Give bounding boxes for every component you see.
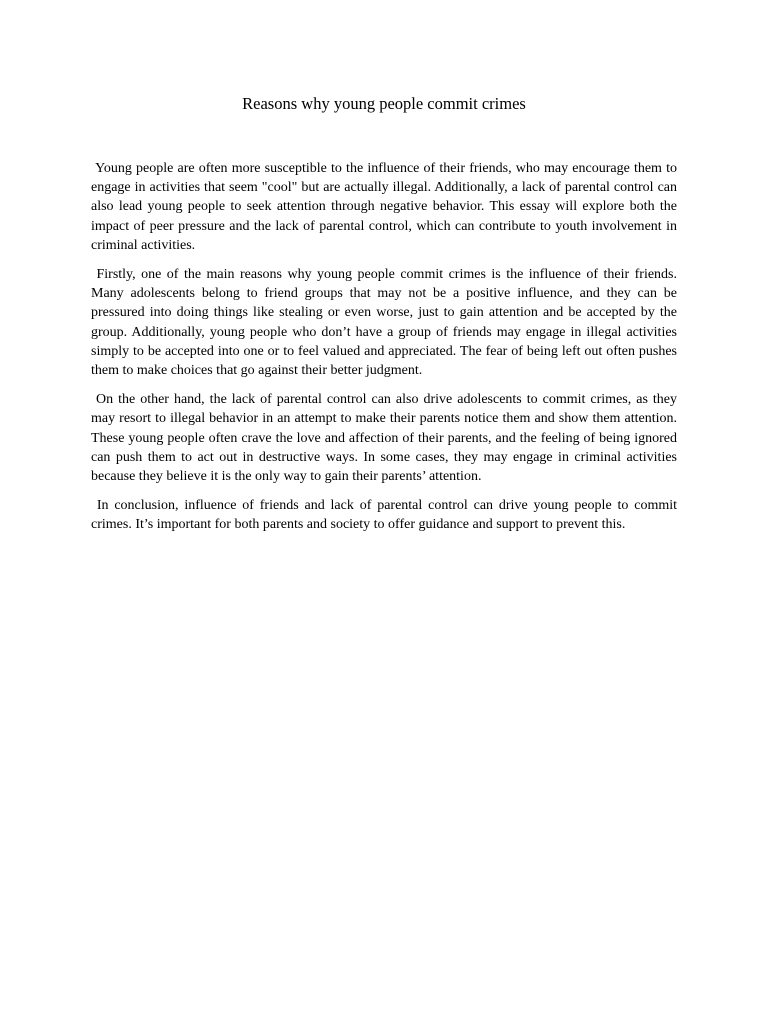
document-title: Reasons why young people commit crimes (242, 94, 526, 113)
paragraph-peer-influence: Firstly, one of the main reasons why young people commit crimes is the influence of their friends. Many adolescents belong to friend groups that may not be a positive influence, and they can be pressured into doing things like stealing or even worse, just to gain attention and be accepted by the group. Additionally, young people who don’t have a group of friends may engage in illegal activities simply to be accepted into one or to feel valued and appreciated. The fear of being left out often pushes them to make choices that go against their better judgment. (91, 267, 681, 379)
document-body (91, 159, 681, 535)
paragraph-introduction: Young people are often more susceptible to the influence of their friends, who may encourage them to engage in activities that seem "cool" but are actually illegal. Additionally, a lack of parental control can also lead young people to seek attention through negative behavior. This essay will explore both the impact of peer pressure and the lack of parental control, which can contribute to youth involvement in criminal activities. (91, 161, 681, 253)
paragraph-parental-control: On the other hand, the lack of parental control can also drive adolescents to commit crimes, as they may resort to illegal behavior in an attempt to make their parents notice them and show them attention. These young people often crave the love and affection of their parents, and the feeling of being ignored can push them to act out in destructive ways. In some cases, they may engage in criminal activities because they believe it is the only way to gain their parents’ attention. (91, 392, 681, 485)
paragraph-conclusion: In conclusion, influence of friends and lack of parental control can drive young people to commit crimes. It’s important for both parents and society to offer guidance and support to prevent this. (91, 498, 681, 533)
